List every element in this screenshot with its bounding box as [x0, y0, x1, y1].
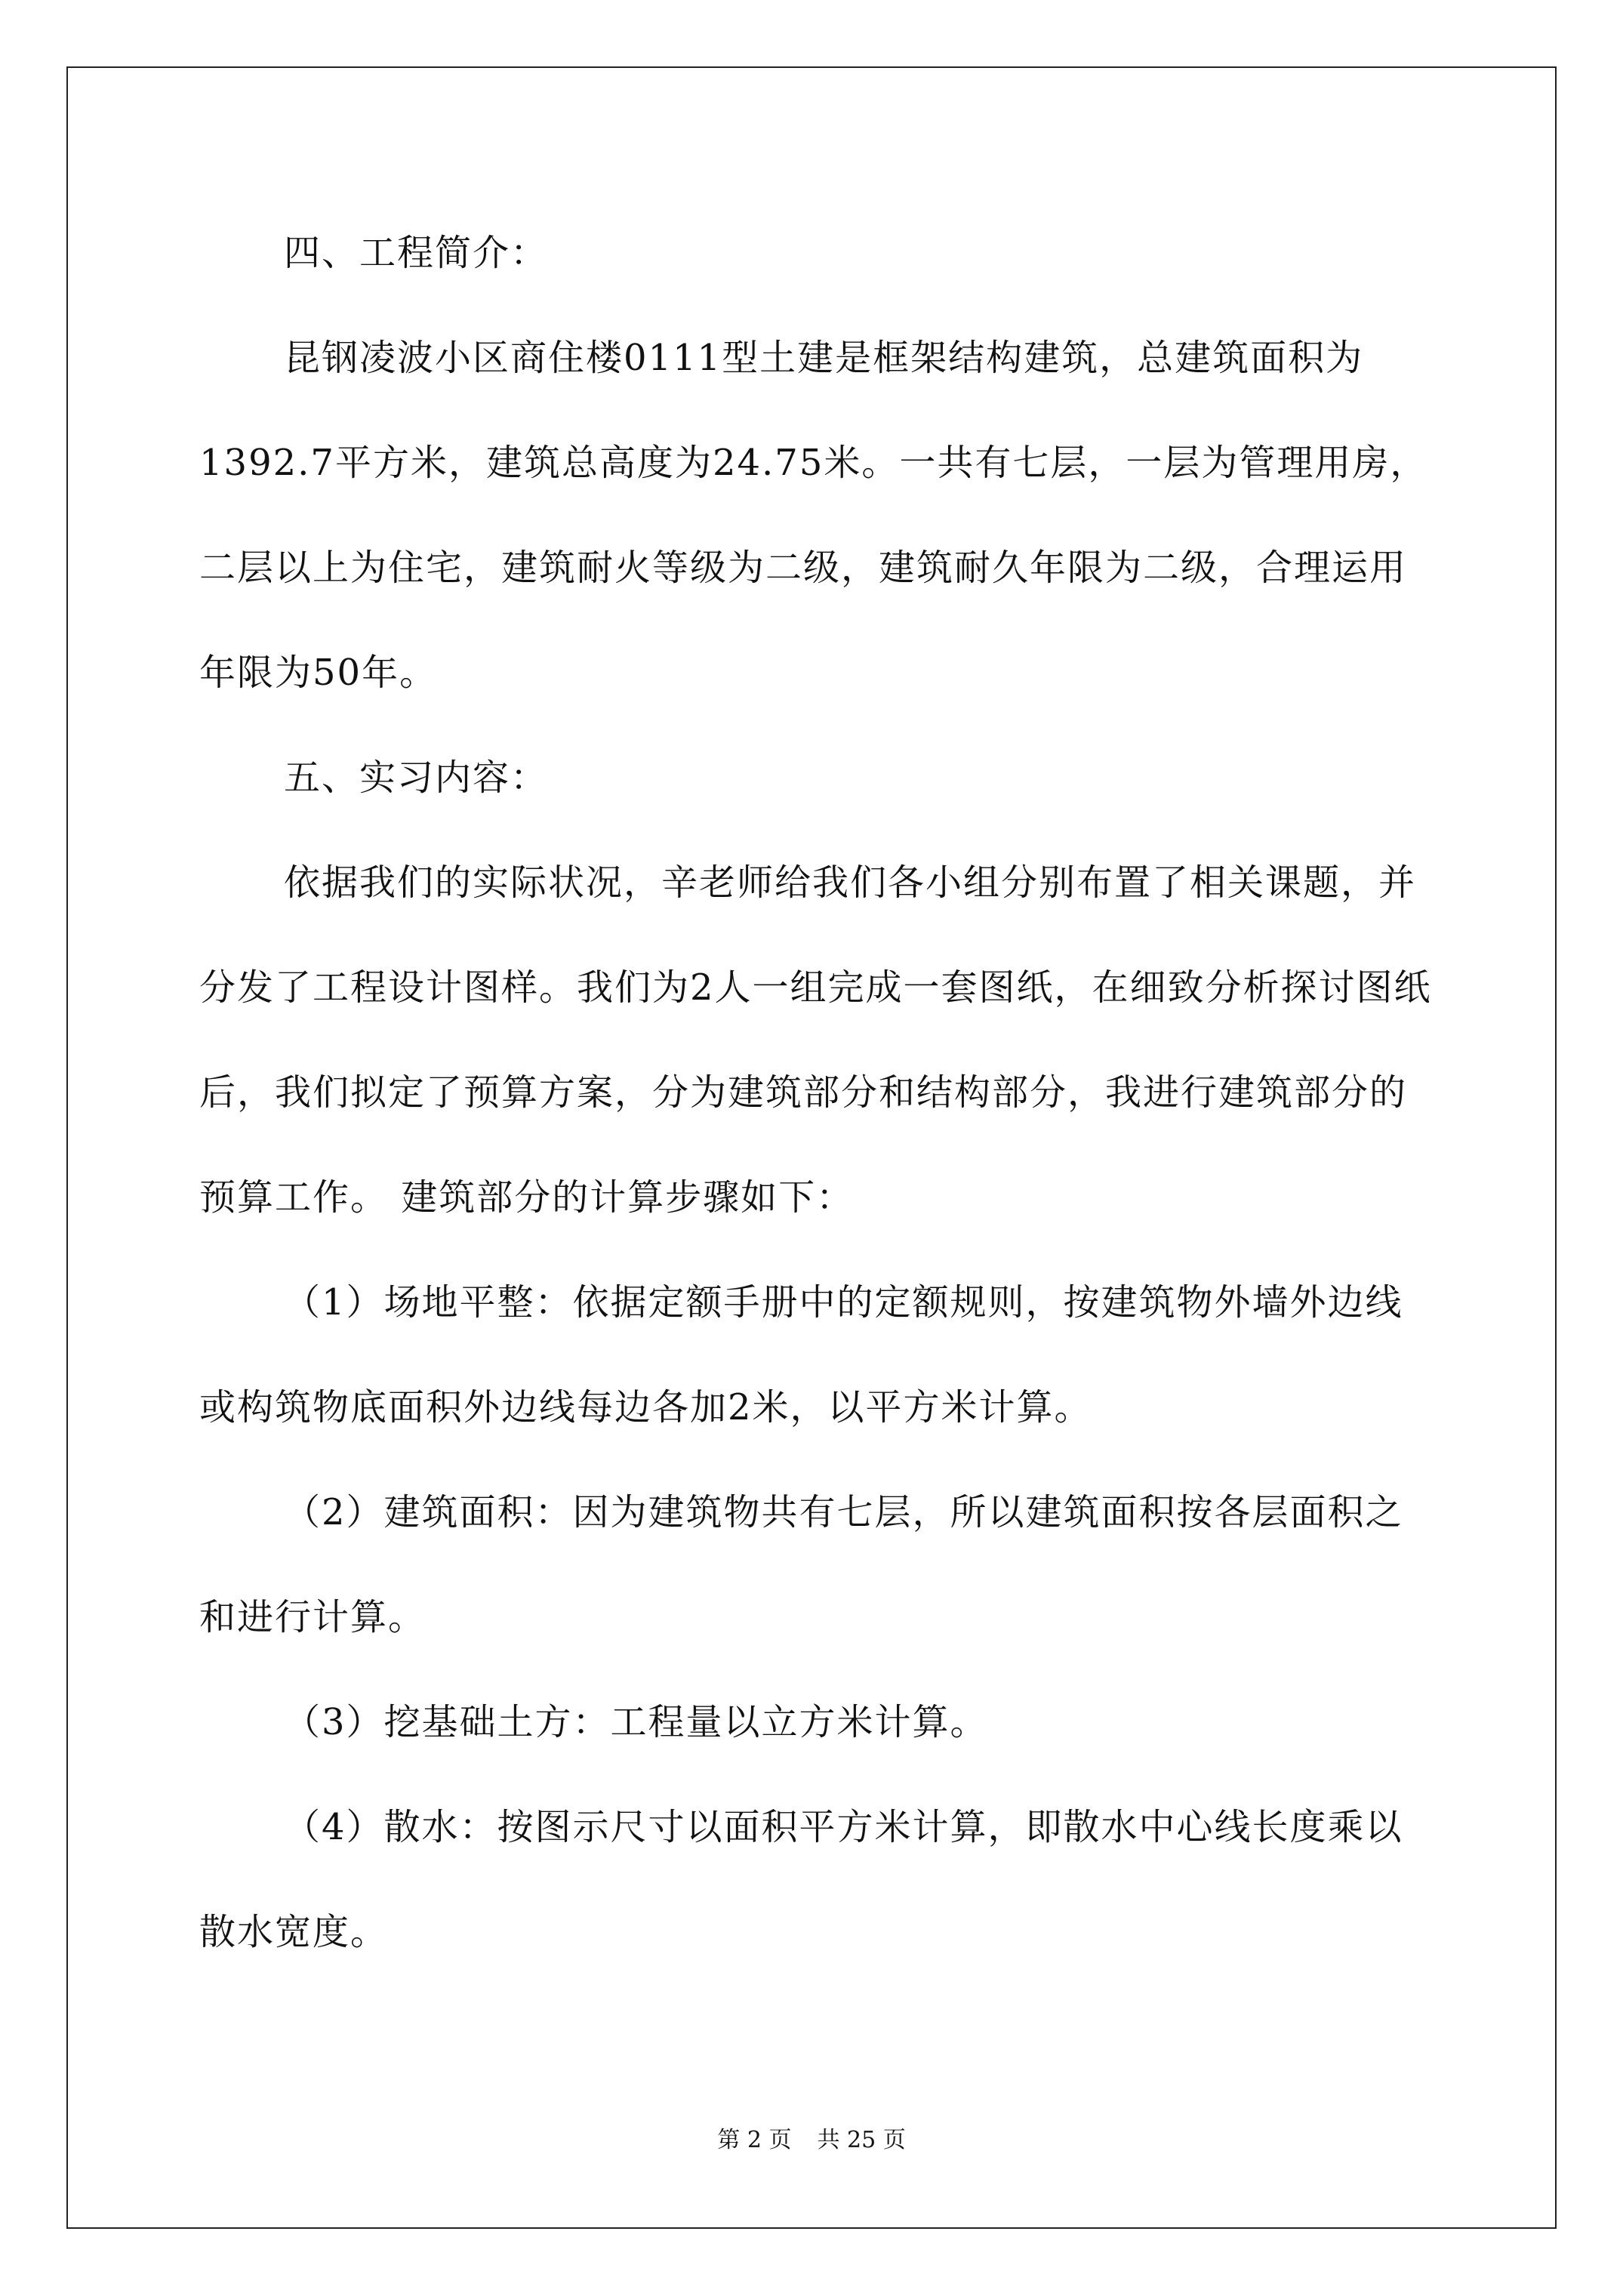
paragraph-step-1: （1）场地平整：依据定额手册中的定额规则，按建筑物外墙外边线或构筑物底面积外边线每边各加2米，以平方米计算。 [199, 1281, 1403, 1428]
page-total: 共 25 页 [817, 2127, 906, 2153]
paragraph-step-4: （4）散水：按图示尺寸以面积平方米计算，即散水中心线长度乘以散水宽度。 [199, 1806, 1403, 1953]
page-footer [0, 2125, 1623, 2156]
section-heading-internship-content: 五、实习内容： [284, 757, 549, 799]
page-number: 第 2 页 [717, 2127, 792, 2153]
section-heading-project-intro: 四、工程简介： [284, 232, 549, 274]
paragraph-step-3: （3）挖基础土方：工程量以立方米计算。 [284, 1701, 988, 1743]
paragraph-internship-content: 依据我们的实际状况，辛老师给我们各小组分别布置了相关课题，并分发了工程设计图样。我们为2人一组完成一套图纸，在细致分析探讨图纸后，我们拟定了预算方案，分为建筑部分和结构部分，我进行建筑部分的预算工作。 建筑部分的计算步骤如下： [199, 861, 1432, 1219]
paragraph-project-intro: 昆钢凌波小区商住楼0111型土建是框架结构建筑，总建筑面积为1392.7平方米，建筑总高度为24.75米。一共有七层，一层为管理用房，二层以上为住宅，建筑耐火等级为二级，建筑耐久年限为二级，合理运用年限为50年。 [199, 337, 1428, 694]
paragraph-step-2: （2）建筑面积：因为建筑物共有七层，所以建筑面积按各层面积之和进行计算。 [199, 1491, 1403, 1638]
